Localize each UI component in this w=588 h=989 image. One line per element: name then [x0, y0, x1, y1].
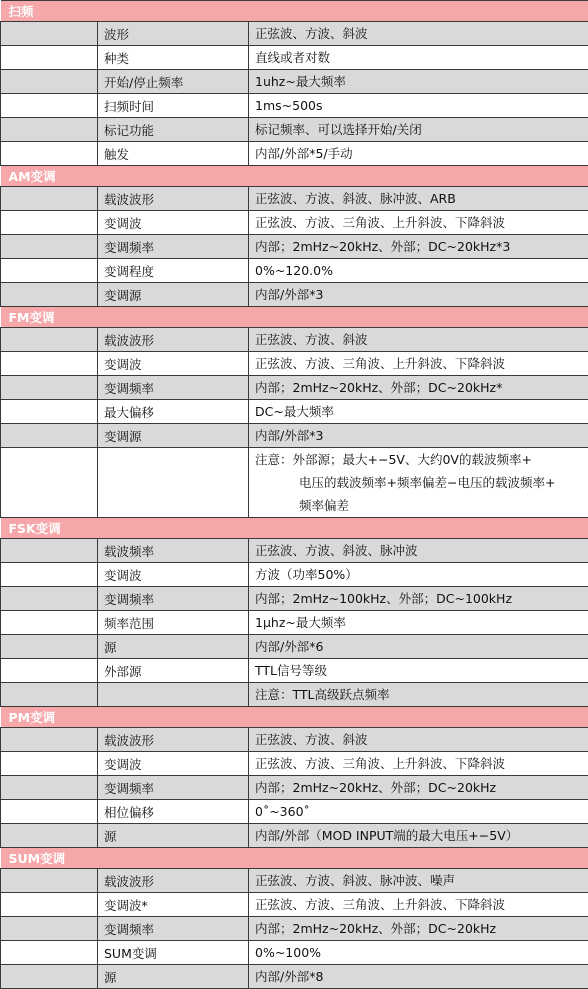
- section-title: FM变调: [1, 307, 588, 328]
- spec-value: 正弦波、方波、斜波、脉冲波: [249, 539, 588, 563]
- spec-value: 内部/外部*3: [249, 424, 588, 448]
- spec-label: 源: [98, 635, 249, 659]
- spec-value: 正弦波、方波、斜波、脉冲波、噪声: [249, 869, 588, 893]
- spec-label: [98, 683, 249, 707]
- spec-value: 正弦波、方波、斜波、脉冲波、ARB: [249, 187, 588, 211]
- spec-row: [1, 400, 588, 424]
- spec-value: 1μhz~最大频率: [249, 611, 588, 635]
- spec-row: [1, 800, 588, 824]
- spec-row: [1, 118, 588, 142]
- spec-label: 频率范围: [98, 611, 249, 635]
- section-header: [1, 1, 588, 22]
- spec-label: SUM变调: [98, 941, 249, 965]
- spec-value: 1ms~500s: [249, 94, 588, 118]
- spec-label: 载波波形: [98, 328, 249, 352]
- spec-label: 种类: [98, 46, 249, 70]
- row-spacer-cell: [1, 539, 98, 563]
- row-spacer-cell: [1, 893, 98, 917]
- row-spacer-cell: [1, 941, 98, 965]
- row-spacer-cell: [1, 800, 98, 824]
- row-spacer-cell: [1, 424, 98, 448]
- spec-label: 开始/停止频率: [98, 70, 249, 94]
- spec-row: [1, 46, 588, 70]
- section-title: AM变调: [1, 166, 588, 187]
- spec-row: [1, 728, 588, 752]
- spec-value: 1uhz~最大频率: [249, 70, 588, 94]
- row-spacer-cell: [1, 917, 98, 941]
- spec-value: 0%~120.0%: [249, 259, 588, 283]
- spec-value: 正弦波、方波、三角波、上升斜波、下降斜波: [249, 352, 588, 376]
- spec-value: 0%~100%: [249, 941, 588, 965]
- row-spacer-cell: [1, 448, 98, 518]
- section-title: SUM变调: [1, 848, 588, 869]
- note-line: 电压的载波频率+频率偏差−电压的载波频率+: [255, 471, 588, 494]
- spec-row: [1, 142, 588, 166]
- row-spacer-cell: [1, 259, 98, 283]
- spec-row: [1, 22, 588, 46]
- spec-label: 扫频时间: [98, 94, 249, 118]
- spec-value: 内部；2mHz~100kHz、外部；DC~100kHz: [249, 587, 588, 611]
- note-line: 频率偏差: [255, 494, 588, 517]
- spec-label: 变调波*: [98, 893, 249, 917]
- spec-row: [1, 283, 588, 307]
- row-spacer-cell: [1, 211, 98, 235]
- row-spacer-cell: [1, 683, 98, 707]
- spec-value: 注意：TTL高级跃点频率: [249, 683, 588, 707]
- spec-label: 波形: [98, 22, 249, 46]
- spec-value: 内部/外部*5/手动: [249, 142, 588, 166]
- spec-label: [98, 448, 249, 518]
- spec-label: 变调频率: [98, 917, 249, 941]
- row-spacer-cell: [1, 142, 98, 166]
- spec-label: 变调源: [98, 424, 249, 448]
- row-spacer-cell: [1, 965, 98, 989]
- spec-value: 内部；2mHz~20kHz、外部；DC~20kHz*3: [249, 235, 588, 259]
- spec-row: [1, 539, 588, 563]
- row-spacer-cell: [1, 776, 98, 800]
- spec-value: TTL信号等级: [249, 659, 588, 683]
- spec-label: 源: [98, 965, 249, 989]
- row-spacer-cell: [1, 235, 98, 259]
- section-header: [1, 518, 588, 539]
- spec-value: 内部；2mHz~20kHz、外部；DC~20kHz: [249, 917, 588, 941]
- spec-value: 正弦波、方波、斜波: [249, 728, 588, 752]
- spec-value: 直线或者对数: [249, 46, 588, 70]
- spec-value: 正弦波、方波、三角波、上升斜波、下降斜波: [249, 752, 588, 776]
- spec-label: 变调波: [98, 211, 249, 235]
- row-spacer-cell: [1, 400, 98, 424]
- spec-row: [1, 941, 588, 965]
- spec-label: 载波波形: [98, 728, 249, 752]
- spec-label: 最大偏移: [98, 400, 249, 424]
- spec-row: [1, 776, 588, 800]
- spec-row: [1, 352, 588, 376]
- spec-label: 载波波形: [98, 869, 249, 893]
- spec-row: [1, 824, 588, 848]
- spec-row: [1, 424, 588, 448]
- row-spacer-cell: [1, 635, 98, 659]
- spec-row: [1, 563, 588, 587]
- spec-row: [1, 328, 588, 352]
- spec-value: 内部/外部*8: [249, 965, 588, 989]
- spec-row: [1, 448, 588, 518]
- row-spacer-cell: [1, 94, 98, 118]
- spec-row: [1, 376, 588, 400]
- spec-label: 相位偏移: [98, 800, 249, 824]
- note-line: 注意：外部源；最大+−5V、大约0V的载波频率+: [255, 448, 588, 471]
- row-spacer-cell: [1, 22, 98, 46]
- spec-value: 内部/外部*3: [249, 283, 588, 307]
- spec-value: 正弦波、方波、三角波、上升斜波、下降斜波: [249, 211, 588, 235]
- spec-label: 变调程度: [98, 259, 249, 283]
- spec-row: [1, 635, 588, 659]
- spec-value: 方波（功率50%）: [249, 563, 588, 587]
- row-spacer-cell: [1, 118, 98, 142]
- spec-row: [1, 94, 588, 118]
- row-spacer-cell: [1, 611, 98, 635]
- spec-value: [249, 448, 588, 518]
- spec-row: [1, 611, 588, 635]
- spec-label: 变调频率: [98, 376, 249, 400]
- spec-row: [1, 965, 588, 989]
- spec-label: 触发: [98, 142, 249, 166]
- section-title: PM变调: [1, 707, 588, 728]
- spec-value: 内部；2mHz~20kHz、外部；DC~20kHz: [249, 776, 588, 800]
- section-header: [1, 307, 588, 328]
- spec-label: 变调频率: [98, 235, 249, 259]
- spec-label: 源: [98, 824, 249, 848]
- spec-row: [1, 70, 588, 94]
- spec-row: [1, 211, 588, 235]
- spec-value: 正弦波、方波、三角波、上升斜波、下降斜波: [249, 893, 588, 917]
- spec-value: 正弦波、方波、斜波: [249, 22, 588, 46]
- spec-row: [1, 752, 588, 776]
- spec-row: [1, 235, 588, 259]
- spec-label: 变调频率: [98, 587, 249, 611]
- spec-value: 内部/外部（MOD INPUT端的最大电压+−5V）: [249, 824, 588, 848]
- spec-value: 标记频率、可以选择开始/关闭: [249, 118, 588, 142]
- spec-label: 变调频率: [98, 776, 249, 800]
- spec-row: [1, 259, 588, 283]
- spec-label: 变调波: [98, 752, 249, 776]
- row-spacer-cell: [1, 352, 98, 376]
- spec-row: [1, 683, 588, 707]
- spec-label: 变调源: [98, 283, 249, 307]
- row-spacer-cell: [1, 752, 98, 776]
- row-spacer-cell: [1, 728, 98, 752]
- spec-label: 变调波: [98, 352, 249, 376]
- spec-label: 外部源: [98, 659, 249, 683]
- spec-row: [1, 869, 588, 893]
- spec-row: [1, 917, 588, 941]
- spec-label: 载波频率: [98, 539, 249, 563]
- spec-value: 内部/外部*6: [249, 635, 588, 659]
- spec-row: [1, 893, 588, 917]
- row-spacer-cell: [1, 824, 98, 848]
- row-spacer-cell: [1, 46, 98, 70]
- row-spacer-cell: [1, 376, 98, 400]
- row-spacer-cell: [1, 283, 98, 307]
- row-spacer-cell: [1, 563, 98, 587]
- section-title: FSK变调: [1, 518, 588, 539]
- spec-label: 变调波: [98, 563, 249, 587]
- row-spacer-cell: [1, 869, 98, 893]
- row-spacer-cell: [1, 328, 98, 352]
- row-spacer-cell: [1, 187, 98, 211]
- spec-row: [1, 659, 588, 683]
- section-title: 扫频: [1, 1, 588, 22]
- section-header: [1, 707, 588, 728]
- spec-value: DC~最大频率: [249, 400, 588, 424]
- spec-label: 标记功能: [98, 118, 249, 142]
- spec-row: [1, 587, 588, 611]
- spec-row: [1, 187, 588, 211]
- spec-value: 0˚~360˚: [249, 800, 588, 824]
- spec-label: 载波波形: [98, 187, 249, 211]
- section-header: [1, 166, 588, 187]
- spec-value: 内部；2mHz~20kHz、外部；DC~20kHz*: [249, 376, 588, 400]
- row-spacer-cell: [1, 587, 98, 611]
- spec-value: 正弦波、方波、斜波: [249, 328, 588, 352]
- section-header: [1, 848, 588, 869]
- row-spacer-cell: [1, 70, 98, 94]
- row-spacer-cell: [1, 659, 98, 683]
